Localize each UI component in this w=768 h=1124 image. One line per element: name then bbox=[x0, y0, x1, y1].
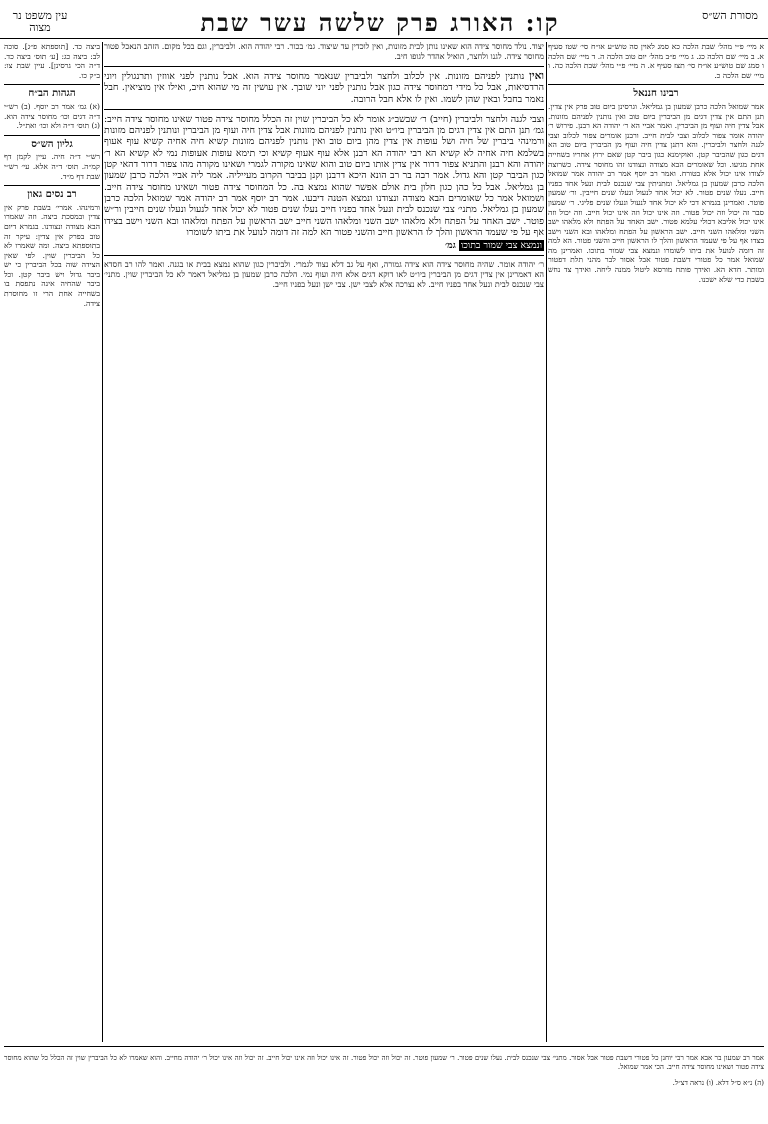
page-footer bbox=[4, 1046, 764, 1117]
ein-mishpat-text: א מיי׳ פ״י מהל׳ שבת הלכה כא סמג לאוין סה טוש״ע או״ח סי׳ שטז סעיף א. ב מיי׳ שם הלכה כג. ג מיי׳ פ״ב מהל׳ יום טוב הלכה ה. ד מיי׳ שם הלכה ו סמג שם טוש״ע או״ח סי׳ תצז סעיף א. ה מיי׳ פ״י מהל׳ שבת הלכה כה. ו מיי׳ שם הלכה כ. bbox=[548, 42, 764, 80]
rav-nissim-text: ורמינהו. אמרי׳ בשבת פרק אין צדין ובמסכת ביצה. וזה שאמרו הבא מצודה ונצודנו. בגמרא דיום טוב בפרק אין צדין: עיקר זה בתוספתא ביצה. ומה שאמרו לא כל הביברין שוין. לפי שאין הצידה שוה בכל הביברין כי יש ביבר גדול ויש ביבר קטן. וכל ביבר שהחיה אינה נתפסת בו בשחייה אחת הרי זו מחוסרת צידה. bbox=[4, 202, 100, 308]
rashi-block: יצוד. נולד מחוסר צידה הוא שאינו נותן לבית מזונות, ואין לוכדין עד שיצוד. גמ׳ בכור. רבי יהודה הוא. ולביברין, וגם בכל מקום. הזהב הנאכל פטור מחוסר צידה. לגנו ולחצר, הואיל אהדר לגופו חיב. bbox=[104, 42, 544, 61]
main-column bbox=[104, 42, 544, 1042]
right-column bbox=[548, 42, 764, 1082]
marker-line bbox=[104, 240, 544, 251]
mishnah-block bbox=[104, 71, 544, 105]
mishnah-text: נותנין לפניהם מזונות. אין לכלוב ולחצר ולביברין שנאמר מחוסר צידה הוא. אבל נותנין לפני אווזין ותרנגולין ויוני הרדסיאות, אבל כל מידי דמחוסר צידה כגון אבל נותנין לפני יוני שובך. אין עושין זה מי שהוא חיב, ואילו אין מוציאין. חבל נאמר בחבל ובאין שהן לשמו. ואין לו אלא חבל הרובה. bbox=[104, 71, 544, 105]
page-header bbox=[0, 4, 768, 39]
haggahot-title: הגהות הב״ח bbox=[28, 88, 76, 100]
ein-mishpat-label: עין משפט נר מצוה bbox=[12, 9, 68, 34]
rav-nissim-title: רב נסים גאון bbox=[27, 189, 77, 201]
gilyon-title: גליון הש״ס bbox=[31, 138, 73, 150]
tosafot-block: ר׳ יהודה אומר. שהיה מחוסר צידה הוא צידה גמורה, ואף על גב דלא נצוד לגמרי. ולביברין כגון שהוא נמצא בבית או בגנה. ואמר להו רב חסדא הא דאמרינן אין צדין דגים מן הביברין ביו״ט לאו דוקא דגים אלא חיה ועוף נמי. הלכה כרבן שמעון בן גמליאל דאמר לא כל הביברין שוין. מתני׳ צבי שנכנס לבית ונעל אחד בפניו חייב. לא נצרכה אלא לצבי ישן. צבי ישן ונעל בפניו חייב. bbox=[104, 260, 544, 290]
column-divider-right bbox=[546, 42, 547, 1042]
marker-tail: גמ׳ bbox=[445, 240, 456, 252]
marker-box: ונמצא צבי שמור בתוכו bbox=[460, 240, 542, 252]
haggahot-text: (א) גמ׳ אמר רב יוסף. (ב) רש״י ד״ה דגים וכו׳ מחוסר צידה הוא. (ג) תוס׳ ד״ה ולא וכו׳ ואת״ל. bbox=[4, 101, 100, 131]
column-divider-left bbox=[102, 42, 103, 1042]
masoret-label: מסורת הש״ס bbox=[702, 9, 758, 22]
left-column bbox=[4, 42, 100, 1082]
masoret-text: ביצה כד. [תוספתא פ״ג]. סוכה לב: ביצה כג: [ע׳ תוס׳ ביצה כד. ד״ה הכי גרסינן]. עיין שבת צו: ב״ק כו. bbox=[4, 42, 100, 80]
rabbeinu-text: אמר שמואל הלכה כרבן שמעון בן גמליאל. וגרסינן ביום טוב פרק אין צדין. תנן התם אין צדין דגים מן הביברין ביום טוב ואין נותנין לפניהם מזונות. אבל צדין חיה ועוף מן הביברין. ואמר אביי הא ר׳ יהודה הא רבנן. פירוש ר׳ יהודה אומר צפור לכלוב וצבי לבית חייב. ורבנן אומרים צפור לכלוב וצבי לגנה ולחצר ולביברין. והא דתנן צדין חיה ועוף מן הביברין ביום טוב הא דגים כגון שהביבר קטן. ואוקימנא כגון ביבר קטן שאם ירוץ אחריו בשחייה אחת מגיעו. וכל שאומרים הבא מצודה ונצודנו זהו מחוסר צידה. כשרוצה לצודו אינו יכול אלא בטורח. ואמר רב יוסף אמר רב יהודה אמר שמואל הלכה כרבן שמעון בן גמליאל. ומתניתין צבי שנכנס לבית ונעל אחד בפניו חייב. נעלו שנים פטור. לא יכול אחד לנעול ונעלו שנים חייבין. ור׳ שמעון פוטר. ואמרינן בגמרא דכי לא יכול אחד לנעול ונעלו שנים פליגי. ר׳ שמעון סבר זה יכול וזה יכול פטור. וזה אינו יכול וזה אינו יכול חייב. וזה יכול וזה אינו יכול אליבא דכולי עלמא פטור. ישב האחד על הפתח ולא מלאהו ישב השני ומלאהו השני חייב. ישב הראשון על הפתח ומלאהו ובא השני וישב בצדו אף על פי שעמד הראשון והלך לו הראשון חייב והשני פטור. הא למה זה דומה לנועל את ביתו לשומרו ונמצא צבי שמור בתוכו. ואמרינן מה שמואל אמר כל פטורי דשבת פטור אבל אסור לבר מהני תלת דפטור ומותר. חדא הא. ואידך פותח מורסא ליטול ממנה ליחה. ואידך צד נחש בשבת כדי שלא ישכנו. bbox=[548, 101, 764, 284]
gemara-text: וצבי לגנה ולחצר ולביברין (חייב) ר׳ שבשב״ג אומר לא כל הביברין שוין זה הכלל מחוסר צידה פטור שאינו מחוסר צידה חייב: גמ׳ תנן התם אין צדין דגים מן הביברין ביו״ט ואין נותנין לפניהם מזונות אבל צדין חיה ועוף מן הביברין ונותנין לפניהם מזונות ורמינהי ביברין של חיה ושל עופות אין צדין מהן ביום טוב ואין נותנין לפניהם מזונות קשיא חיה אחיה קשיא עוף אעוף בשלמא חיה אחיה לא קשיא הא רבי יהודה הא רבנן אלא עוף אעוף קשיא וכי תימא עופות אעופות נמי לא קשיא הא ר׳ יהודה והא רבנן והתניא צפור דרור אין צדין אותו ביום טוב והוא שאינו מקורה לגמרי ושאינו מקורה מהו צפור דרור דהאי קטן כגון הביבר קטן והא גדול. אמר רבה בר רב הונא היכא דרבנן וקנן בביבר הקרוב מעייליה. אמר ליה אביי הלכה כרבן שמעון בן גמליאל. אבל כל כהן כגון חלון בית אולם אפשר שהוא נמצא בה. כל המחוסר צידה פטור ושאינו מחוסר צידה חייב. ושמואל אמר כל שאומרים הבא מצודה ונצודנו ונמצא הטנה דיבעו. אמר רב יוסף אמר רב יהודה אמר שמואל הלכה כרבן שמעון בן גמליאל. מתני׳ צבי שנכנס לבית ונעל אחד בפניו חייב נעלו שנים פטור לא יכול אחד לנעול ונעלו שנים חייבין ור״ש פוטר. ישב האחד על הפתח ולא מלאהו ישב השני ומלאהו השני חייב ישב הראשון על הפתח ומלאהו ובא השני וישב בצידו אף על פי שעמד הראשון והלך לו הראשון חייב והשני פטור הא למה זה דומה לנועל את ביתו לשומרו bbox=[104, 113, 544, 238]
page-title: קו: האורג פרק שלשה עשר שבת bbox=[200, 8, 560, 37]
footer-text: אמר רב שמעון בר אבא אמר רבי יוחנן כל פטורי דשבת פטור אבל אסור. מתני׳ צבי שנכנס לבית. נעלו שנים פטור. ר׳ שמעון פוטר. זה יכול וזה יכול פטור. זה אינו יכול וזה אינו יכול חייב. זה יכול וזה אינו יכול ר׳ יהודה מחייב. והוא שאמרו לא כל הביברין שוין זה הכלל כל שהוא מחוסר צידה פטור ושאינו מחוסר צידה חייב. הכי אמר שמואל. bbox=[4, 1054, 764, 1071]
opening-word: ואין bbox=[529, 70, 544, 82]
gilyon-text: רש״י ד״ה חיה. עיין לקמן דף קמ״ה. תוס׳ ד״ה אלא. עי׳ רש״י שבת דף מ״ד. bbox=[4, 152, 100, 181]
rabbeinu-title: רבינו חננאל bbox=[633, 88, 679, 100]
footer-note: (ה) נ״א ס״ל דלא. (ו) נראה דצ״ל. bbox=[672, 1079, 764, 1087]
